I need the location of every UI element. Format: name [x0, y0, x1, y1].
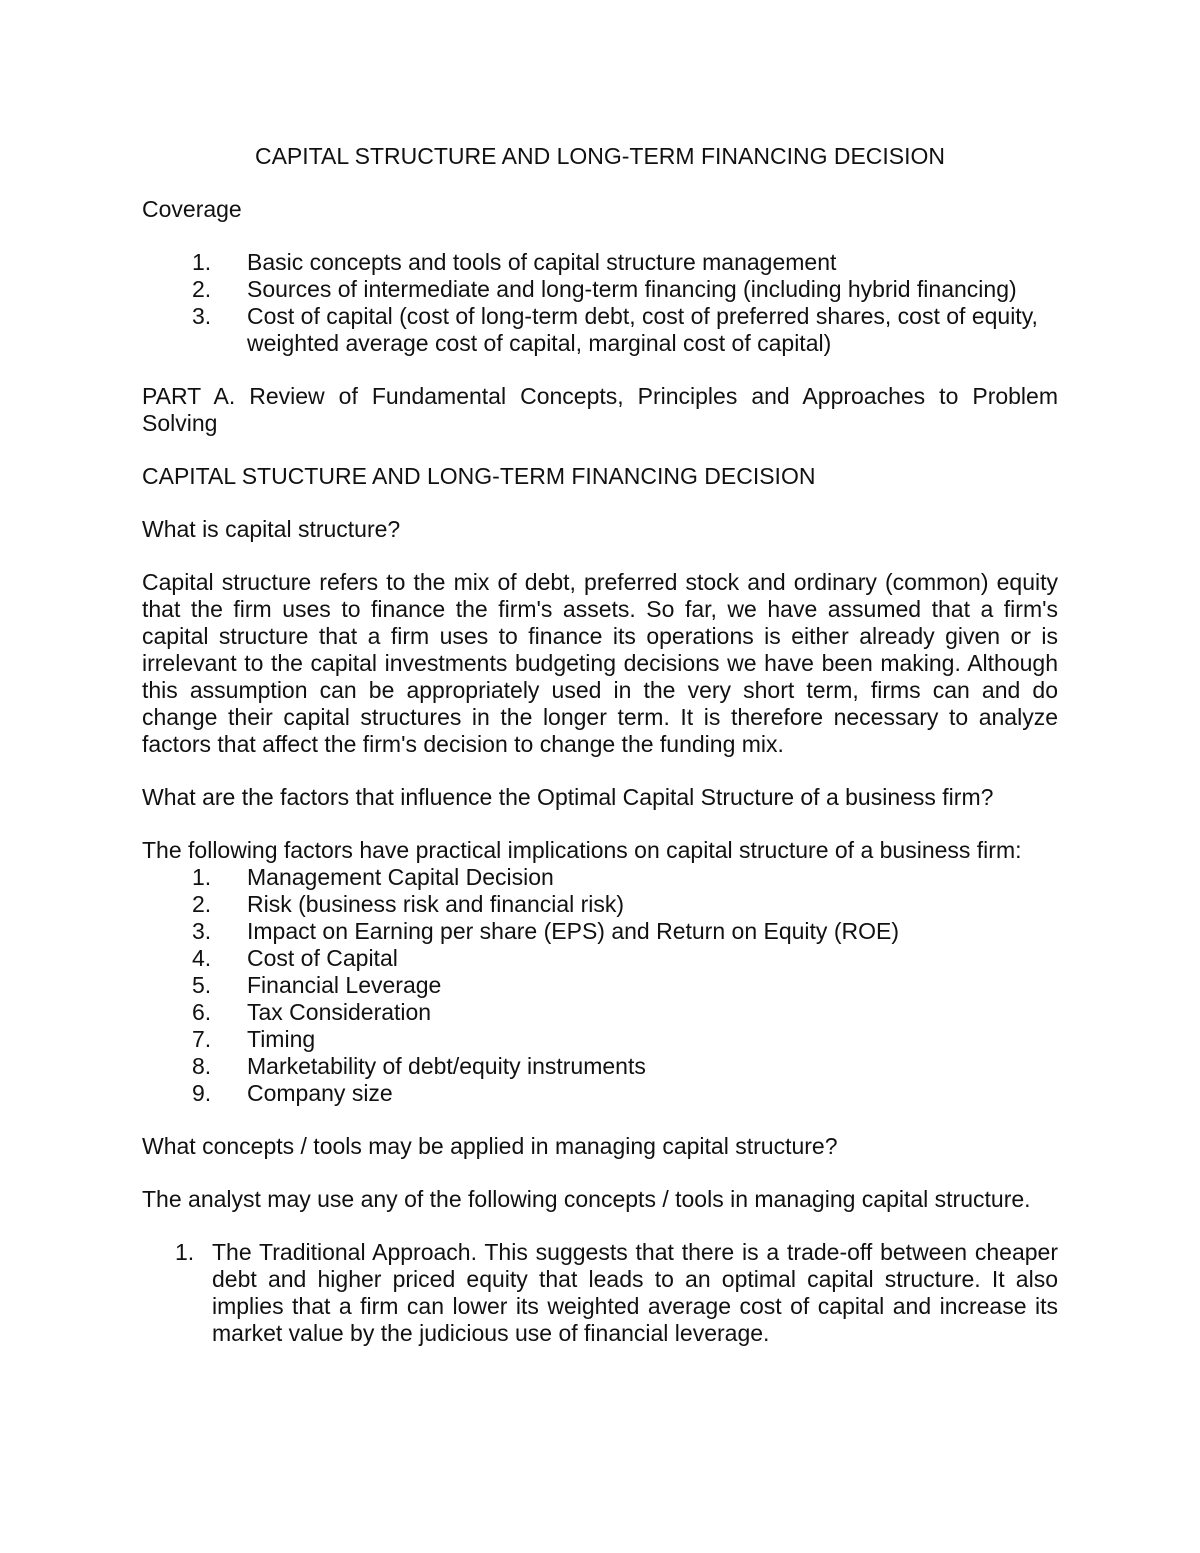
- list-text: Basic concepts and tools of capital structure management: [247, 249, 837, 275]
- list-item: [142, 303, 1058, 357]
- list-item: [142, 999, 1058, 1026]
- tools-intro: The analyst may use any of the following concepts / tools in managing capital structure.: [142, 1186, 1031, 1212]
- list-number: 4.: [192, 945, 212, 971]
- list-text: Sources of intermediate and long-term financing (including hybrid financing): [247, 276, 1017, 302]
- list-text: The Traditional Approach. This suggests that there is a trade-off between cheaper debt and higher priced equity that leads to an optimal capital structure. It also implies that a firm can lower its weighted average cost of capital and increase its market value by the judicious use of financial leverage.: [212, 1239, 1058, 1346]
- factors-list: [142, 864, 1058, 1107]
- list-number: 6.: [192, 999, 212, 1025]
- list-text: Tax Consideration: [247, 999, 432, 1025]
- list-item: [142, 864, 1058, 891]
- list-item: [142, 1026, 1058, 1053]
- list-number: 1.: [175, 1239, 195, 1265]
- list-number: 8.: [192, 1053, 212, 1079]
- list-item: [142, 276, 1058, 303]
- list-text: Management Capital Decision: [247, 864, 554, 890]
- list-item: [142, 972, 1058, 999]
- list-item: [142, 1239, 1058, 1347]
- document-title: CAPITAL STRUCTURE AND LONG-TERM FINANCING DECISION: [254, 143, 946, 169]
- section-heading: CAPITAL STUCTURE AND LONG-TERM FINANCING DECISION: [142, 463, 816, 489]
- factors-intro: The following factors have practical implications on capital structure of a business firm:: [142, 837, 1022, 863]
- question-capital-structure: What is capital structure?: [142, 516, 401, 542]
- list-text: Timing: [247, 1026, 316, 1052]
- list-item: [142, 249, 1058, 276]
- list-text: Marketability of debt/equity instruments: [247, 1053, 646, 1079]
- coverage-heading: Coverage: [142, 196, 242, 222]
- list-number: 1.: [192, 864, 212, 890]
- list-number: 3.: [192, 918, 212, 944]
- list-text: Financial Leverage: [247, 972, 442, 998]
- document-page: [142, 143, 1058, 1347]
- answer-capital-structure: Capital structure refers to the mix of debt, preferred stock and ordinary (common) equity that the firm uses to finance the firm's assets. So far, we have assumed that a firm's capital structure that a firm uses to finance its operations is either already given or is irrelevant to the capital investments budgeting decisions we have been making. Although this assumption can be appropriately used in the very short term, firms can and do change their capital structures in the longer term. It is therefore necessary to analyze factors that affect the firm's decision to change the funding mix.: [142, 569, 1058, 757]
- list-item: [142, 945, 1058, 972]
- list-number: 1.: [192, 249, 212, 275]
- list-number: 2.: [192, 276, 212, 302]
- coverage-list: [142, 249, 1058, 357]
- list-number: 2.: [192, 891, 212, 917]
- list-text: Company size: [247, 1080, 393, 1106]
- list-text: Risk (business risk and financial risk): [247, 891, 625, 917]
- list-item: [142, 1053, 1058, 1080]
- list-item: [142, 1080, 1058, 1107]
- list-text: Cost of Capital: [247, 945, 398, 971]
- list-text: Cost of capital (cost of long-term debt, cost of preferred shares, cost of equity, weighted average cost of capital, marginal cost of capital): [247, 303, 1038, 356]
- list-number: 9.: [192, 1080, 212, 1106]
- list-number: 7.: [192, 1026, 212, 1052]
- list-text: Impact on Earning per share (EPS) and Return on Equity (ROE): [247, 918, 899, 944]
- list-number: 5.: [192, 972, 212, 998]
- part-a-heading: PART A. Review of Fundamental Concepts, Principles and Approaches to Problem Solving: [142, 383, 1058, 436]
- list-item: [142, 918, 1058, 945]
- tools-list: [142, 1239, 1058, 1347]
- question-tools: What concepts / tools may be applied in managing capital structure?: [142, 1133, 838, 1159]
- list-number: 3.: [192, 303, 212, 329]
- question-factors: What are the factors that influence the Optimal Capital Structure of a business firm?: [142, 784, 994, 810]
- list-item: [142, 891, 1058, 918]
